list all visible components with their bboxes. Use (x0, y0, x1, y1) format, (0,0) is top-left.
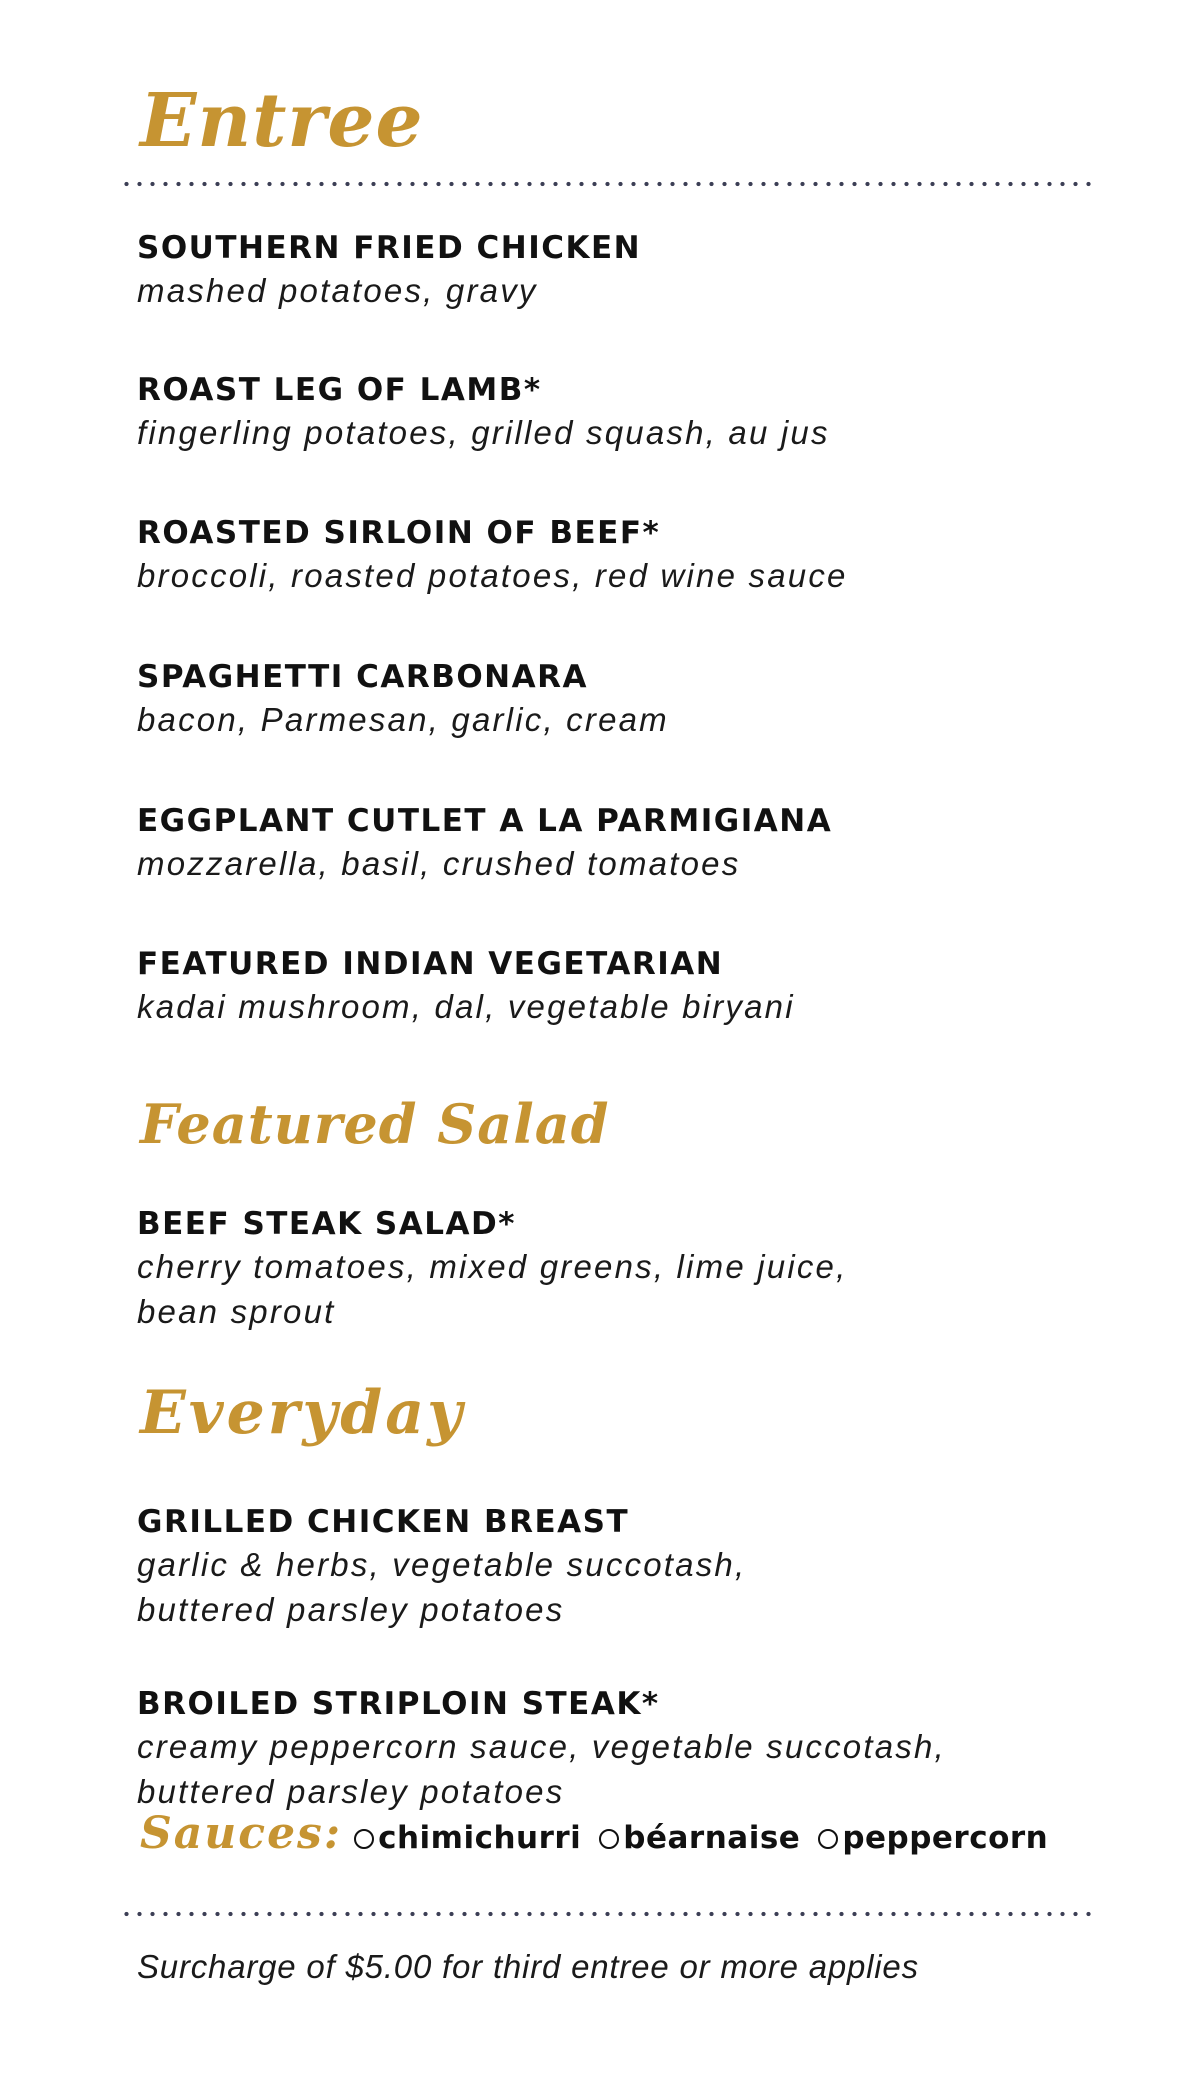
menu-item-roasted-sirloin-of-beef (137, 513, 1037, 598)
sauce-option-label: chimichurri (378, 1820, 582, 1856)
sauce-option-chimichurri (354, 1820, 581, 1856)
menu-item-description: fingerling potatoes, grilled squash, au jus (137, 414, 830, 451)
menu-item-description: bean sprout (137, 1293, 336, 1330)
surcharge-footnote: Surcharge of $5.00 for third entree or more applies (137, 1948, 919, 1985)
menu-item-description: bacon, Parmesan, garlic, cream (137, 701, 669, 738)
menu-item-description: buttered parsley potatoes (137, 1591, 565, 1628)
menu-item-name: BEEF STEAK SALAD* (137, 1206, 516, 1242)
circle-icon (354, 1829, 374, 1849)
menu-item-name: GRILLED CHICKEN BREAST (137, 1504, 630, 1540)
menu-item-spaghetti-carbonara (137, 657, 1037, 742)
menu-item-description: cherry tomatoes, mixed greens, lime juice, (137, 1248, 848, 1285)
menu-item-roast-leg-of-lamb (137, 370, 1037, 455)
menu-item-description: buttered parsley potatoes (137, 1773, 565, 1810)
entree-section-title: Entree (140, 78, 424, 164)
menu-item-description: kadai mushroom, dal, vegetable biryani (137, 988, 795, 1025)
menu-item-name: ROAST LEG OF LAMB* (137, 372, 542, 408)
sauce-option-label: peppercorn (842, 1820, 1049, 1856)
sauces-label: Sauces: (140, 1808, 343, 1859)
everyday-section-title: Everyday (140, 1378, 465, 1448)
sauce-option-label: béarnaise (623, 1820, 801, 1856)
menu-item-name: SOUTHERN FRIED CHICKEN (137, 230, 642, 266)
sauces-row (140, 1808, 1048, 1868)
sauce-option-peppercorn (818, 1820, 1048, 1856)
menu-item-name: EGGPLANT CUTLET A LA PARMIGIANA (137, 803, 833, 839)
menu-item-featured-indian-vegetarian (137, 944, 1037, 1029)
menu-item-name: BROILED STRIPLOIN STEAK* (137, 1686, 660, 1722)
menu-item-broiled-striploin-steak (137, 1684, 1037, 1814)
circle-icon (599, 1829, 619, 1849)
menu-item-description: broccoli, roasted potatoes, red wine sauce (137, 557, 848, 594)
menu-item-description: mashed potatoes, gravy (137, 272, 538, 309)
dotted-divider-top (120, 180, 1095, 188)
featured-salad-section-title: Featured Salad (140, 1092, 610, 1156)
menu-item-southern-fried-chicken (137, 228, 1037, 313)
sauce-option-bearnaise (599, 1820, 800, 1856)
menu-item-grilled-chicken-breast (137, 1502, 1037, 1632)
menu-item-description: mozzarella, basil, crushed tomatoes (137, 845, 741, 882)
menu-item-name: FEATURED INDIAN VEGETARIAN (137, 946, 724, 982)
dotted-divider-bottom (120, 1910, 1095, 1918)
menu-item-name: SPAGHETTI CARBONARA (137, 659, 588, 695)
menu-item-beef-steak-salad (137, 1204, 1037, 1334)
menu-item-description: creamy peppercorn sauce, vegetable succotash, (137, 1728, 946, 1765)
menu-item-eggplant-cutlet (137, 801, 1037, 886)
circle-icon (818, 1829, 838, 1849)
menu-item-name: ROASTED SIRLOIN OF BEEF* (137, 515, 661, 551)
menu-item-description: garlic & herbs, vegetable succotash, (137, 1546, 747, 1583)
